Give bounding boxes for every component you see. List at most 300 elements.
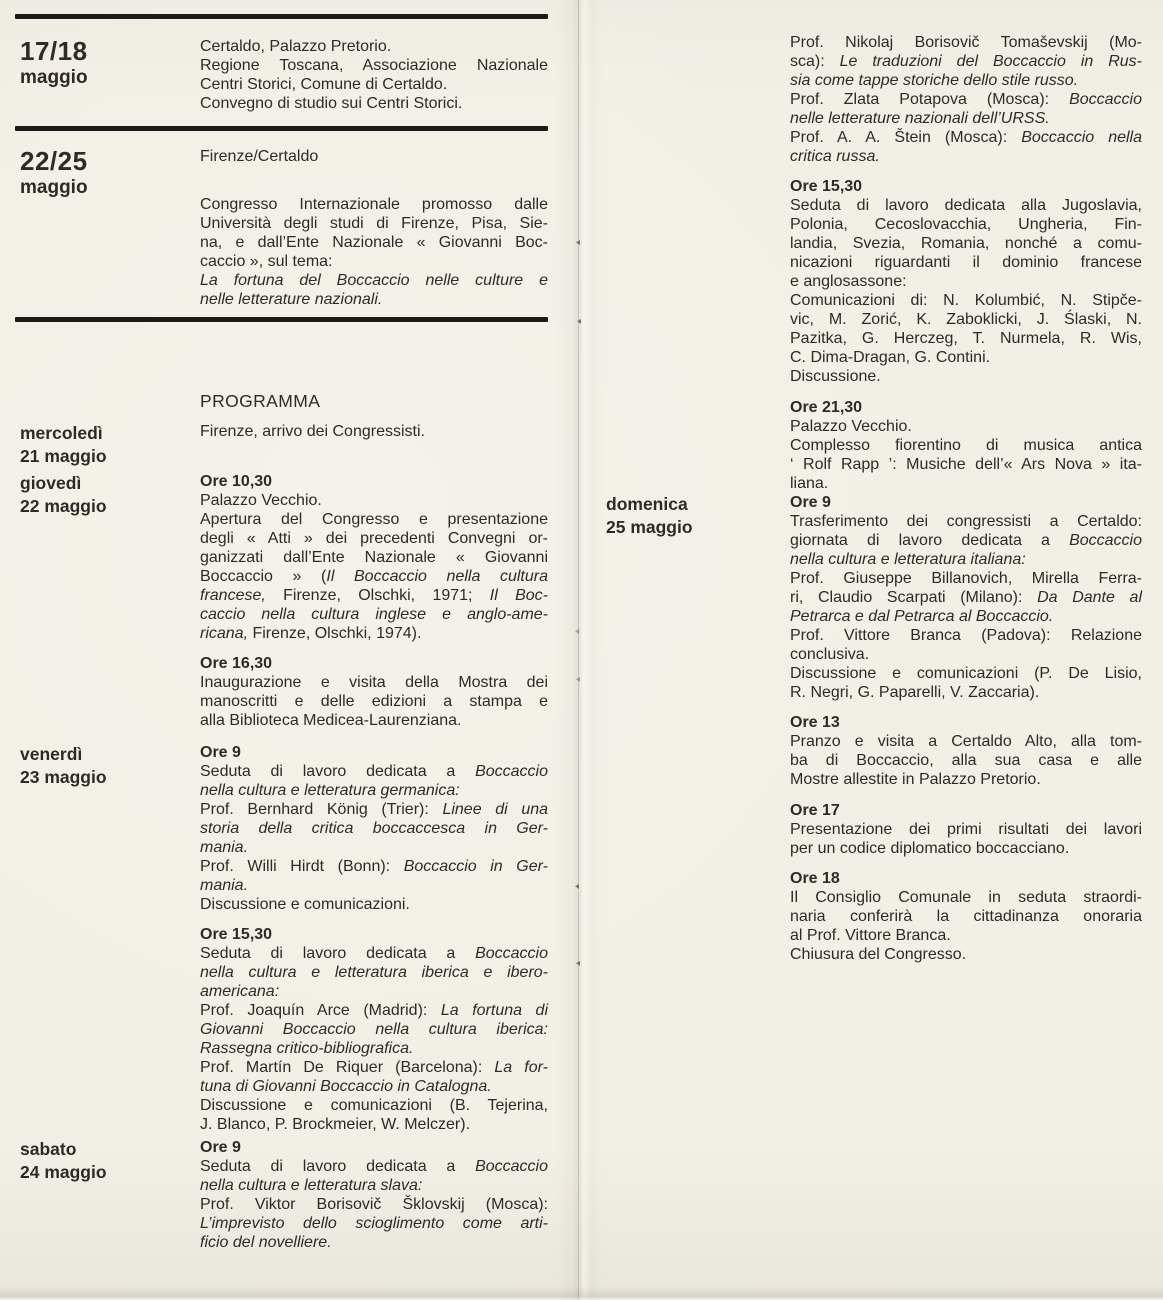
text-line xyxy=(790,713,1142,732)
event-paragraph xyxy=(790,367,1142,386)
text-line xyxy=(200,567,548,586)
event-paragraph xyxy=(200,743,548,762)
text-segment: Ore 9 xyxy=(200,1139,241,1156)
text-segment: Da Dante al xyxy=(1037,589,1143,606)
event-paragraph xyxy=(200,895,548,914)
event-paragraph xyxy=(790,888,1142,945)
text-line xyxy=(200,548,548,567)
date-label-line2: 25 maggio xyxy=(606,517,693,537)
event-paragraph xyxy=(200,857,548,895)
text-line xyxy=(200,1195,548,1214)
text-line xyxy=(790,907,1142,926)
text-line xyxy=(200,271,548,290)
text-segment: La fortuna del Boccaccio nelle culture e xyxy=(200,271,548,289)
text-line xyxy=(200,290,548,309)
text-segment: Congresso Internazionale promosso dalle xyxy=(200,195,548,213)
text-line xyxy=(790,820,1142,839)
text-segment: Certaldo, Palazzo Pretorio. xyxy=(200,38,392,55)
entry-content xyxy=(790,493,1142,964)
text-line xyxy=(790,569,1142,588)
text-segment: Firenze, Olschki, 1971; xyxy=(265,587,490,604)
text-line xyxy=(200,1077,548,1096)
text-segment: Giovanni Boccaccio nella cultura iberica: xyxy=(200,1021,548,1039)
text-line xyxy=(200,75,548,94)
text-segment: Le traduzioni del Boccaccio in Rus- xyxy=(839,53,1143,70)
text-segment: Prof. Giuseppe Billanovich, Mirella Ferra- xyxy=(790,570,1142,587)
event-paragraph xyxy=(790,869,1142,888)
text-segment: Ore 15,30 xyxy=(200,926,273,944)
text-segment: nella cultura e letteratura slava: xyxy=(200,1177,423,1194)
text-segment: Prof. Viktor Borisovič Šklovskij (Mosca): xyxy=(200,1196,548,1213)
text-line xyxy=(790,33,1142,52)
text-segment: Seduta di lavoro dedicata alla Jugoslavia, xyxy=(790,197,1142,215)
event-paragraph xyxy=(200,392,548,411)
text-segment: Prof. Bernhard König (Trier): xyxy=(200,801,443,818)
text-segment: ricana, xyxy=(200,625,249,642)
entry-content xyxy=(790,33,1142,493)
text-line xyxy=(200,1157,548,1176)
text-segment: Boccaccio in Ger- xyxy=(403,858,549,875)
event-paragraph xyxy=(790,417,1142,436)
text-segment: Comunicazioni di: N. Kolumbić, N. Stipče- xyxy=(790,292,1142,310)
text-segment: Prof. Joaquín Arce (Madrid): xyxy=(200,1002,441,1020)
text-line xyxy=(790,253,1142,272)
text-line xyxy=(790,147,1142,166)
text-line xyxy=(200,147,548,166)
event-paragraph xyxy=(790,820,1142,858)
text-segment: Il Consiglio Comunale in seduta straordi- xyxy=(790,889,1142,907)
text-line xyxy=(790,751,1142,770)
text-line xyxy=(200,529,548,548)
text-line xyxy=(790,398,1142,417)
text-line xyxy=(790,683,1142,702)
entry-content xyxy=(200,472,548,730)
event-paragraph xyxy=(200,1058,548,1096)
entry-content xyxy=(200,743,548,1134)
text-segment: Ore 13 xyxy=(790,714,840,732)
text-segment: Discussione e comunicazioni. xyxy=(200,896,410,913)
text-line xyxy=(200,1214,548,1233)
text-line xyxy=(200,819,548,838)
text-line xyxy=(200,781,548,800)
text-line xyxy=(790,348,1142,367)
text-line xyxy=(200,392,548,411)
date-label-line2: maggio xyxy=(20,177,88,198)
date-label xyxy=(20,422,192,468)
entry-content xyxy=(200,147,548,309)
text-segment: Ore 21,30 xyxy=(790,398,863,416)
text-line xyxy=(200,762,548,781)
event-paragraph xyxy=(200,94,548,113)
text-line xyxy=(200,586,548,605)
text-segment: La for- xyxy=(494,1059,549,1077)
text-line xyxy=(200,37,548,56)
text-segment: vic, M. Zorić, K. Zaboklicki, J. Ślaski, N. xyxy=(790,311,1142,329)
text-line xyxy=(200,800,548,819)
entry-content xyxy=(200,1138,548,1252)
text-segment: conclusiva. xyxy=(790,646,870,663)
text-segment: Prof. Nikolaj Borisovič Tomaševskij (Mo- xyxy=(790,34,1142,51)
text-segment: C. Dima-Dragan, G. Contini. xyxy=(790,349,991,367)
text-line xyxy=(200,605,548,624)
text-line xyxy=(790,801,1142,820)
schedule-entry xyxy=(606,493,1142,964)
text-line xyxy=(790,109,1142,128)
text-line xyxy=(790,588,1142,607)
date-label xyxy=(20,743,192,789)
text-segment: manoscritti e delle edizioni a stampa e xyxy=(200,693,548,711)
event-paragraph xyxy=(790,177,1142,196)
fold-mark xyxy=(575,884,579,889)
event-paragraph xyxy=(790,493,1142,512)
text-line xyxy=(790,272,1142,291)
page-fold-shadow xyxy=(556,0,604,1300)
event-paragraph xyxy=(790,732,1142,789)
text-line xyxy=(790,177,1142,196)
text-segment: Inaugurazione e visita della Mostra dei xyxy=(200,674,548,692)
schedule-entry xyxy=(20,743,548,1134)
text-line xyxy=(200,743,548,762)
scan-bottom-edge xyxy=(0,1286,1163,1300)
event-paragraph xyxy=(200,195,548,271)
text-line xyxy=(200,944,548,963)
text-segment: Firenze, arrivo dei Congressisti. xyxy=(200,423,425,440)
text-line xyxy=(790,770,1142,789)
text-segment: Presentazione dei primi risultati dei lavori xyxy=(790,820,1142,838)
event-paragraph xyxy=(200,422,548,441)
text-segment: Ore 18 xyxy=(790,870,840,888)
event-paragraph xyxy=(790,512,1142,569)
date-label-line1: giovedì xyxy=(20,473,82,493)
text-line xyxy=(790,926,1142,945)
text-segment: mania. xyxy=(200,877,249,894)
text-segment: nelle letterature nazionali dell’URSS. xyxy=(790,110,1050,127)
horizontal-rule xyxy=(15,14,548,19)
text-segment: Mostre allestite in Palazzo Pretorio. xyxy=(790,771,1041,789)
text-segment: Seduta di lavoro dedicata a xyxy=(200,945,476,963)
horizontal-rule xyxy=(15,317,548,322)
text-line xyxy=(790,367,1142,386)
text-segment: Trasferimento dei congressisti a Certaldo: xyxy=(790,513,1142,530)
date-label-line1: 22/25 xyxy=(20,146,88,176)
text-segment: e anglosassone: xyxy=(790,273,907,291)
date-label-line1: domenica xyxy=(606,494,688,514)
text-line xyxy=(200,1020,548,1039)
text-line xyxy=(200,857,548,876)
text-segment: Boccaccio xyxy=(475,945,548,963)
text-line xyxy=(790,531,1142,550)
text-segment: ficio del novelliere. xyxy=(200,1234,332,1251)
text-segment: PROGRAMMA xyxy=(200,391,321,411)
text-line xyxy=(790,664,1142,683)
text-segment: liana. xyxy=(790,474,829,492)
event-paragraph xyxy=(200,271,548,309)
event-paragraph xyxy=(200,654,548,673)
text-line xyxy=(790,512,1142,531)
schedule-entry xyxy=(606,33,1142,493)
text-segment: Discussione e comunicazioni (P. De Lisio, xyxy=(790,665,1142,682)
text-segment: Firenze, Olschki, 1974). xyxy=(248,625,422,642)
text-line xyxy=(200,1176,548,1195)
text-line xyxy=(790,645,1142,664)
text-line xyxy=(790,291,1142,310)
text-segment: Polonia, Cecoslovacchia, Ungheria, Fin- xyxy=(790,216,1142,234)
text-segment: nicazioni riguardanti il dominio francese xyxy=(790,254,1142,272)
event-paragraph xyxy=(200,1157,548,1195)
fold-mark xyxy=(575,629,579,634)
text-segment: Boccaccio nella xyxy=(1021,129,1142,146)
text-segment: Prof. Vittore Branca (Padova): Relazione xyxy=(790,627,1142,644)
text-line xyxy=(200,963,548,982)
text-line xyxy=(790,550,1142,569)
text-segment: caccio », sul tema: xyxy=(200,252,333,270)
event-paragraph xyxy=(200,1195,548,1252)
text-segment: nella cultura e letteratura iberica e ibero- xyxy=(200,964,548,982)
text-line xyxy=(200,1115,548,1134)
text-segment: degli « Atti » dei precedenti Convegni or- xyxy=(200,530,548,547)
text-segment: Boccaccio xyxy=(475,763,548,780)
event-paragraph xyxy=(200,673,548,730)
event-paragraph xyxy=(790,33,1142,90)
date-label xyxy=(20,37,192,90)
event-paragraph xyxy=(200,56,548,94)
text-line xyxy=(790,329,1142,348)
text-line xyxy=(790,474,1142,493)
text-line xyxy=(790,455,1142,474)
text-segment: ‘ Rolf Rapp ’: Musiche dell’« Ars Nova » ita- xyxy=(790,455,1142,473)
text-segment: Università degli studi di Firenze, Pisa, Sie- xyxy=(200,214,548,232)
text-segment: americana: xyxy=(200,983,280,1001)
text-segment: Il Boccaccio nella cultura xyxy=(326,568,548,585)
date-label xyxy=(20,1138,192,1184)
text-line xyxy=(200,252,548,271)
event-paragraph xyxy=(790,90,1142,128)
text-segment: Discussione e comunicazioni (B. Tejerina, xyxy=(200,1097,548,1115)
text-line xyxy=(790,945,1142,964)
text-segment: nelle letterature nazionali. xyxy=(200,290,383,308)
text-line xyxy=(200,654,548,673)
text-line xyxy=(790,310,1142,329)
entry-content xyxy=(200,37,548,113)
text-segment: Ore 15,30 xyxy=(790,178,863,196)
text-line xyxy=(200,510,548,529)
text-segment: Boccaccio » ( xyxy=(200,568,327,585)
text-segment: Palazzo Vecchio. xyxy=(790,417,912,435)
text-segment: per un codice diplomatico boccacciano. xyxy=(790,839,1070,857)
event-paragraph xyxy=(790,128,1142,166)
text-segment: Pazitka, G. Herczeg, T. Nurmela, R. Wis, xyxy=(790,330,1142,348)
event-paragraph xyxy=(790,664,1142,702)
text-line xyxy=(200,673,548,692)
text-segment: Discussione. xyxy=(790,368,881,386)
text-segment: Linee di una xyxy=(442,801,549,818)
text-segment: Convegno di studio sui Centri Storici. xyxy=(200,95,463,112)
text-line xyxy=(790,869,1142,888)
text-segment: J. Blanco, P. Brockmeier, W. Melczer). xyxy=(200,1116,471,1134)
page-fold-line xyxy=(578,0,579,1300)
text-segment: nella cultura e letteratura germanica: xyxy=(200,782,460,799)
date-label-line1: 17/18 xyxy=(20,36,88,66)
text-line xyxy=(790,71,1142,90)
text-segment: Boccaccio xyxy=(475,1158,548,1175)
text-line xyxy=(200,624,548,643)
event-paragraph xyxy=(790,945,1142,964)
schedule-entry xyxy=(20,392,548,411)
text-segment: ganizzati dall’Ente Nazionale « Giovanni xyxy=(200,549,548,566)
text-line xyxy=(790,732,1142,751)
text-line xyxy=(790,888,1142,907)
text-line xyxy=(200,94,548,113)
text-line xyxy=(790,417,1142,436)
text-segment: sca): xyxy=(790,53,840,70)
schedule-entry xyxy=(20,147,548,309)
entry-content xyxy=(200,422,548,441)
text-line xyxy=(200,711,548,730)
text-line xyxy=(790,626,1142,645)
text-line xyxy=(200,1233,548,1252)
event-paragraph xyxy=(790,801,1142,820)
text-segment: ri, Claudio Scarpati (Milano): xyxy=(790,589,1038,606)
event-paragraph xyxy=(200,944,548,1001)
text-segment: al Prof. Vittore Branca. xyxy=(790,927,951,945)
text-segment: na, e dall’Ente Nazionale « Giovanni Boc- xyxy=(200,233,548,251)
event-paragraph xyxy=(200,762,548,800)
text-segment: Rassegna critico-bibliografica. xyxy=(200,1040,414,1058)
text-segment: mania. xyxy=(200,839,249,856)
text-line xyxy=(790,493,1142,512)
schedule-entry xyxy=(20,472,548,730)
text-segment: Ore 16,30 xyxy=(200,655,273,673)
text-line xyxy=(790,52,1142,71)
text-segment: R. Negri, G. Paparelli, V. Zaccaria). xyxy=(790,684,1040,701)
text-line xyxy=(790,234,1142,253)
text-segment: Complesso fiorentino di musica antica xyxy=(790,436,1142,454)
text-line xyxy=(790,90,1142,109)
event-paragraph xyxy=(200,147,548,166)
horizontal-rule xyxy=(15,126,548,131)
text-segment: Ore 9 xyxy=(790,494,831,511)
text-line xyxy=(200,214,548,233)
date-label-line2: 24 maggio xyxy=(20,1162,107,1182)
text-line xyxy=(200,925,548,944)
event-paragraph xyxy=(790,398,1142,417)
text-line xyxy=(200,876,548,895)
text-segment: Prof. Martín De Riquer (Barcelona): xyxy=(200,1059,495,1077)
text-segment: Prof. Willi Hirdt (Bonn): xyxy=(200,858,404,875)
event-paragraph xyxy=(790,626,1142,664)
text-segment: Seduta di lavoro dedicata a xyxy=(200,1158,476,1175)
text-line xyxy=(200,1058,548,1077)
date-label xyxy=(606,493,778,539)
text-segment: critica russa. xyxy=(790,148,880,165)
text-segment: Prof. A. A. Štein (Mosca): xyxy=(790,129,1022,146)
entry-content xyxy=(200,392,548,411)
text-line xyxy=(200,472,548,491)
event-paragraph xyxy=(200,510,548,643)
event-paragraph xyxy=(200,472,548,491)
text-line xyxy=(200,1138,548,1157)
text-segment: La fortuna di xyxy=(440,1002,548,1020)
text-segment: landia, Svezia, Romania, nonché a comu- xyxy=(790,235,1142,253)
text-line xyxy=(790,128,1142,147)
event-paragraph xyxy=(200,800,548,857)
text-segment: Firenze/Certaldo xyxy=(200,148,319,165)
text-segment: alla Biblioteca Medicea-Laurenziana. xyxy=(200,712,462,730)
event-paragraph xyxy=(200,1001,548,1058)
text-line xyxy=(200,1039,548,1058)
event-paragraph xyxy=(200,1096,548,1134)
text-segment: Petrarca e dal Petrarca al Boccaccio. xyxy=(790,608,1054,625)
text-segment: naria conferirà la cittadinanza onoraria xyxy=(790,908,1142,926)
event-paragraph xyxy=(200,925,548,944)
event-paragraph xyxy=(790,569,1142,626)
text-line xyxy=(200,838,548,857)
text-segment: Palazzo Vecchio. xyxy=(200,492,322,509)
event-paragraph xyxy=(790,436,1142,493)
date-label-line2: 21 maggio xyxy=(20,446,107,466)
text-segment: tuna di Giovanni Boccaccio in Catalogna. xyxy=(200,1078,492,1096)
date-label-line2: maggio xyxy=(20,67,88,88)
text-line xyxy=(790,436,1142,455)
text-line xyxy=(200,982,548,1001)
event-paragraph xyxy=(200,491,548,510)
date-label-line1: venerdì xyxy=(20,744,83,764)
text-segment: Ore 10,30 xyxy=(200,473,273,490)
event-paragraph xyxy=(200,37,548,56)
text-segment: ba di Boccaccio, alla sua casa e alle xyxy=(790,752,1142,770)
text-segment: francese, xyxy=(200,587,266,604)
text-segment: caccio nella cultura inglese e anglo-ame- xyxy=(200,606,548,623)
text-segment: Ore 9 xyxy=(200,744,241,761)
text-segment: giornata di lavoro dedicata a xyxy=(790,532,1070,549)
text-line xyxy=(200,233,548,252)
text-segment: storia della critica boccaccesca in Ger- xyxy=(200,820,548,837)
text-line xyxy=(200,422,548,441)
text-line xyxy=(790,196,1142,215)
text-segment: Prof. Zlata Potapova (Mosca): xyxy=(790,91,1070,108)
text-segment: Centri Storici, Comune di Certaldo. xyxy=(200,76,448,93)
text-line xyxy=(790,839,1142,858)
event-paragraph xyxy=(790,713,1142,732)
text-segment: Il Boc- xyxy=(489,587,549,604)
text-line xyxy=(790,215,1142,234)
text-segment: Boccaccio xyxy=(1069,91,1142,108)
text-segment: L’imprevisto dello scioglimento come arti- xyxy=(200,1215,548,1232)
text-segment: Boccaccio xyxy=(1069,532,1142,549)
text-segment: Pranzo e visita a Certaldo Alto, alla tom- xyxy=(790,733,1142,751)
text-line xyxy=(200,1001,548,1020)
date-label-line2: 23 maggio xyxy=(20,767,107,787)
text-line xyxy=(200,692,548,711)
date-label xyxy=(20,147,192,200)
text-line xyxy=(200,56,548,75)
event-paragraph xyxy=(200,1138,548,1157)
text-segment: Ore 17 xyxy=(790,801,840,819)
event-paragraph xyxy=(790,196,1142,291)
text-line xyxy=(200,895,548,914)
date-label xyxy=(20,472,192,518)
text-segment: sia come tappe storiche dello stile russo. xyxy=(790,72,1079,89)
date-label-line1: mercoledì xyxy=(20,423,103,443)
text-line xyxy=(200,1096,548,1115)
text-segment: Chiusura del Congresso. xyxy=(790,946,967,964)
date-label-line2: 22 maggio xyxy=(20,496,107,516)
text-line xyxy=(790,607,1142,626)
text-segment: nella cultura e letteratura italiana: xyxy=(790,551,1026,568)
text-segment: Regione Toscana, Associazione Nazionale xyxy=(200,57,548,74)
date-label-line1: sabato xyxy=(20,1139,77,1159)
text-line xyxy=(200,491,548,510)
